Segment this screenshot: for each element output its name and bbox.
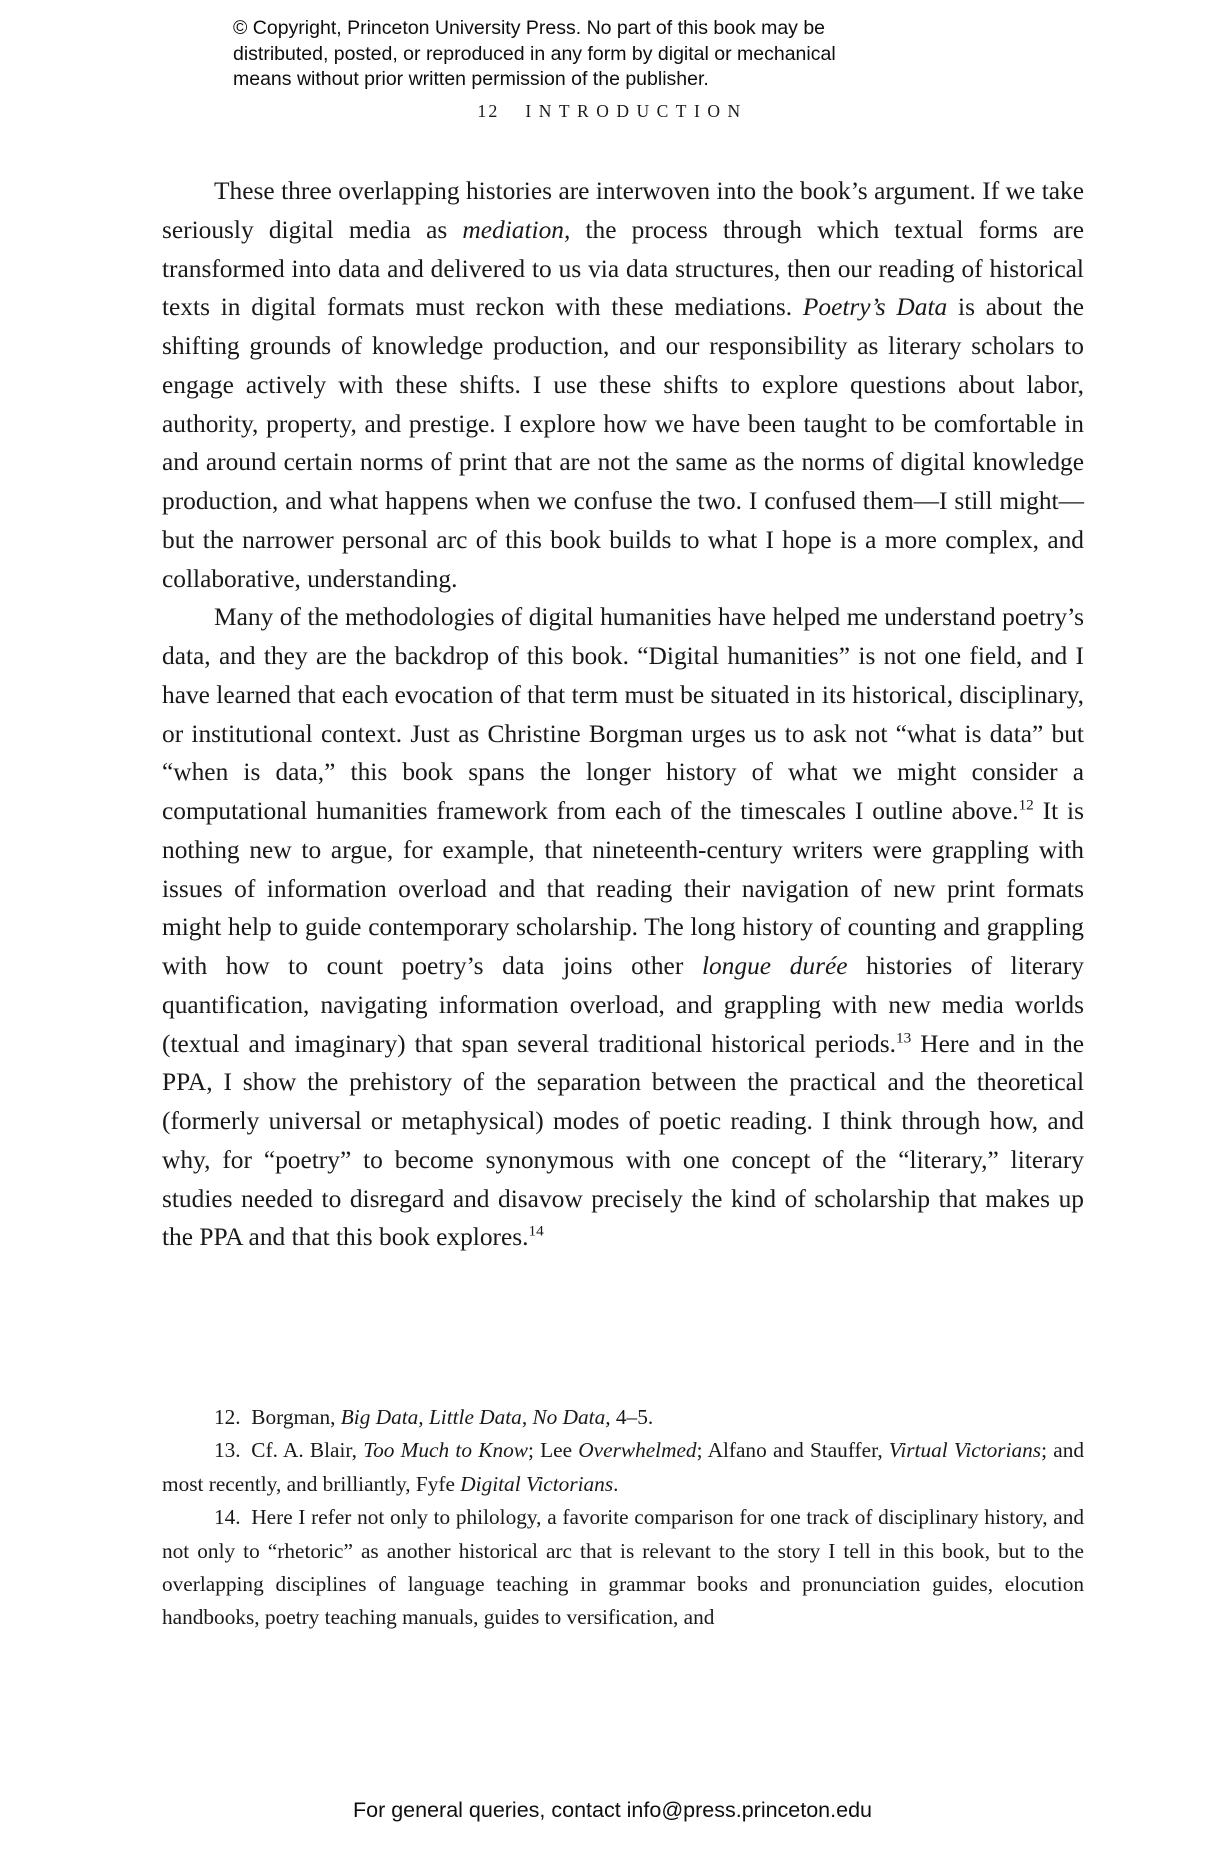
- chapter-title: INTRODUCTION: [525, 101, 748, 121]
- running-head: [0, 101, 1225, 122]
- body-text: [162, 172, 1084, 1257]
- footnote: 14. Here I refer not only to philology, a favorite comparison for one track of disciplinary history, and not only to “rhetoric” as another historical arc that is relevant to the story I tell in this book, but to the overlapping disciplines of language teaching in grammar books and pronunciation guides, elocution handbooks, poetry teaching manuals, guides to versification, and: [162, 1505, 1084, 1630]
- copyright-line-2: distributed, posted, or reproduced in any form by digital or mechanical: [233, 42, 836, 65]
- page-number: 12: [477, 101, 500, 121]
- body-paragraph: Many of the methodologies of digital humanities have helped me understand poetry’s data, and they are the backdrop of this book. “Digital humanities” is not one field, and I have learned that each evocation of that term must be situated in its historical, disciplinary, or institutional context. Just as Christine Borgman urges us to ask not “what is data” but “when is data,” this book spans the longer history of what we might consider a computational humanities framework from each of the timescales I outline above.$^{12}$ It is nothing new to argue, for example, that nineteenth-century writers were grappling with issues of information overload and that reading their navigation of new print formats might help to guide contemporary scholarship. The long history of counting and grappling with how to count poetry’s data joins other longue durée histories of literary quantification, navigating information overload, and grappling with new media worlds (textual and imaginary) that span several traditional historical periods.$^{13}$ Here and in the PPA, I show the prehistory of the separation between the practical and the theoretical (formerly universal or metaphysical) modes of poetic reading. I think through how, and why, for “poetry” to become synonymous with one concept of the “literary,” literary studies needed to disregard and disavow precisely the kind of scholarship that makes up the PPA and that this book explores.$^{14}$: [162, 603, 1084, 1252]
- footnote: 12. Borgman, Big Data, Little Data, No Data, 4–5.: [214, 1405, 654, 1429]
- copyright-line-1: © Copyright, Princeton University Press. No part of this book may be: [233, 17, 826, 39]
- footnotes: [162, 1401, 1084, 1635]
- copyright-notice: [233, 16, 836, 93]
- page-footer: [0, 1798, 1225, 1823]
- body-paragraph: These three overlapping histories are interwoven into the book’s argument. If we take seriously digital media as mediation, the process through which textual forms are transformed into data and delivered to us via data structures, then our reading of historical texts in digital formats must reckon with these mediations. Poetry’s Data is about the shifting grounds of knowledge production, and our responsibility as literary scholars to engage actively with these shifts. I use these shifts to explore questions about labor, authority, property, and prestige. I explore how we have been taught to be comfortable in and around certain norms of print that are not the same as the norms of digital knowledge production, and what happens when we confuse the two. I confused them—I still might—but the narrower personal arc of this book builds to what I hope is a more complex, and collaborative, understanding.: [162, 177, 1084, 593]
- footnote: 13. Cf. A. Blair, Too Much to Know; Lee Overwhelmed; Alfano and Stauffer, Virtual Victorians; and most recently, and brilliantly, Fyfe Digital Victorians.: [162, 1438, 1084, 1496]
- contact-line: For general queries, contact info@press.princeton.edu: [352, 1798, 872, 1822]
- copyright-line-3: means without prior written permission of the publisher.: [233, 68, 709, 90]
